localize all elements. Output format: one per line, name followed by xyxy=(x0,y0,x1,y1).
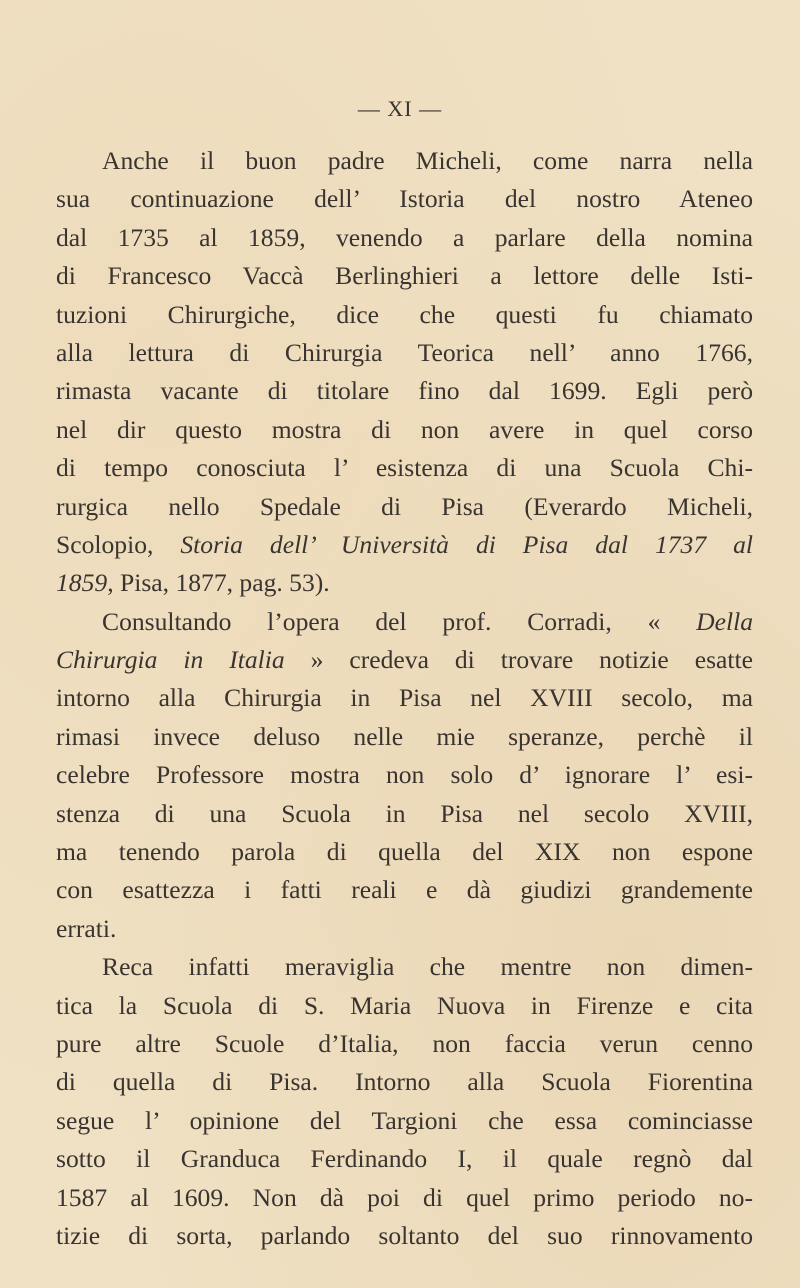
text-fragment: Scolopio, xyxy=(56,529,181,559)
text-fragment: Consultando l’opera del prof. Corradi, « xyxy=(102,606,697,636)
text-line: segue l’ opinione del Targioni che essa cominciasse xyxy=(56,1105,753,1135)
text-line xyxy=(56,603,753,641)
text-line: rurgica nello Spedale di Pisa (Everardo Micheli, xyxy=(56,491,753,521)
text-line: 1587 al 1609. Non dà poi di quel primo periodo no- xyxy=(56,1182,753,1212)
text-line: pure altre Scuole d’Italia, non faccia verun cenno xyxy=(56,1028,753,1058)
citation-title: Storia dell’ Università di Pisa dal 1737 al xyxy=(180,529,753,559)
body-text xyxy=(56,142,753,1255)
text-line: tica la Scuola di S. Maria Nuova in Firenze e cita xyxy=(56,990,753,1020)
book-title-part: Chirurgia in Italia xyxy=(56,645,285,675)
text-fragment: » credeva di trovare notizie esatte xyxy=(284,645,753,675)
text-line: intorno alla Chirurgia in Pisa nel XVIII secolo, ma xyxy=(56,683,753,713)
text-line xyxy=(56,526,753,564)
text-line: tuzioni Chirurgiche, dice che questi fu chiamato xyxy=(56,299,753,329)
text-line: con esattezza i fatti reali e dà giudizi grandemente xyxy=(56,875,753,905)
book-title-part: Della xyxy=(696,606,753,636)
text-line: Reca infatti meraviglia che mentre non dimen- xyxy=(102,952,753,982)
text-line: alla lettura di Chirurgia Teorica nell’ anno 1766, xyxy=(56,337,753,367)
text-line: sotto il Granduca Ferdinando I, il quale regnò dal xyxy=(56,1144,753,1174)
text-line: di quella di Pisa. Intorno alla Scuola Fiorentina xyxy=(56,1067,753,1097)
text-line: ma tenendo parola di quella del XIX non espone xyxy=(56,837,753,867)
text-line xyxy=(56,564,753,602)
text-fragment: , Pisa, 1877, pag. 53). xyxy=(107,568,330,598)
text-line: nel dir questo mostra di non avere in quel corso xyxy=(56,414,753,444)
text-line: di tempo conosciuta l’ esistenza di una Scuola Chi- xyxy=(56,453,753,483)
text-line: stenza di una Scuola in Pisa nel secolo XVIII, xyxy=(56,798,753,828)
text-line: rimasi invece deluso nelle mie speranze, perchè il xyxy=(56,721,753,751)
text-line: Anche il buon padre Micheli, come narra nella xyxy=(102,146,753,175)
text-line: dal 1735 al 1859, venendo a parlare della nomina xyxy=(56,222,753,252)
citation-year: 1859 xyxy=(56,568,108,598)
text-line: di Francesco Vaccà Berlinghieri a lettore delle Isti- xyxy=(56,261,753,291)
text-line: errati. xyxy=(56,913,117,943)
page-number: — XI — xyxy=(357,96,443,121)
text-line: rimasta vacante di titolare fino dal 1699. Egli però xyxy=(56,376,753,406)
text-line: tizie di sorta, parlando soltanto del suo rinnovamento xyxy=(56,1220,753,1250)
text-line xyxy=(56,641,753,679)
text-line: sua continuazione dell’ Istoria del nostro Ateneo xyxy=(56,184,753,214)
text-line: celebre Professore mostra non solo d’ ignorare l’ esi- xyxy=(56,760,753,790)
